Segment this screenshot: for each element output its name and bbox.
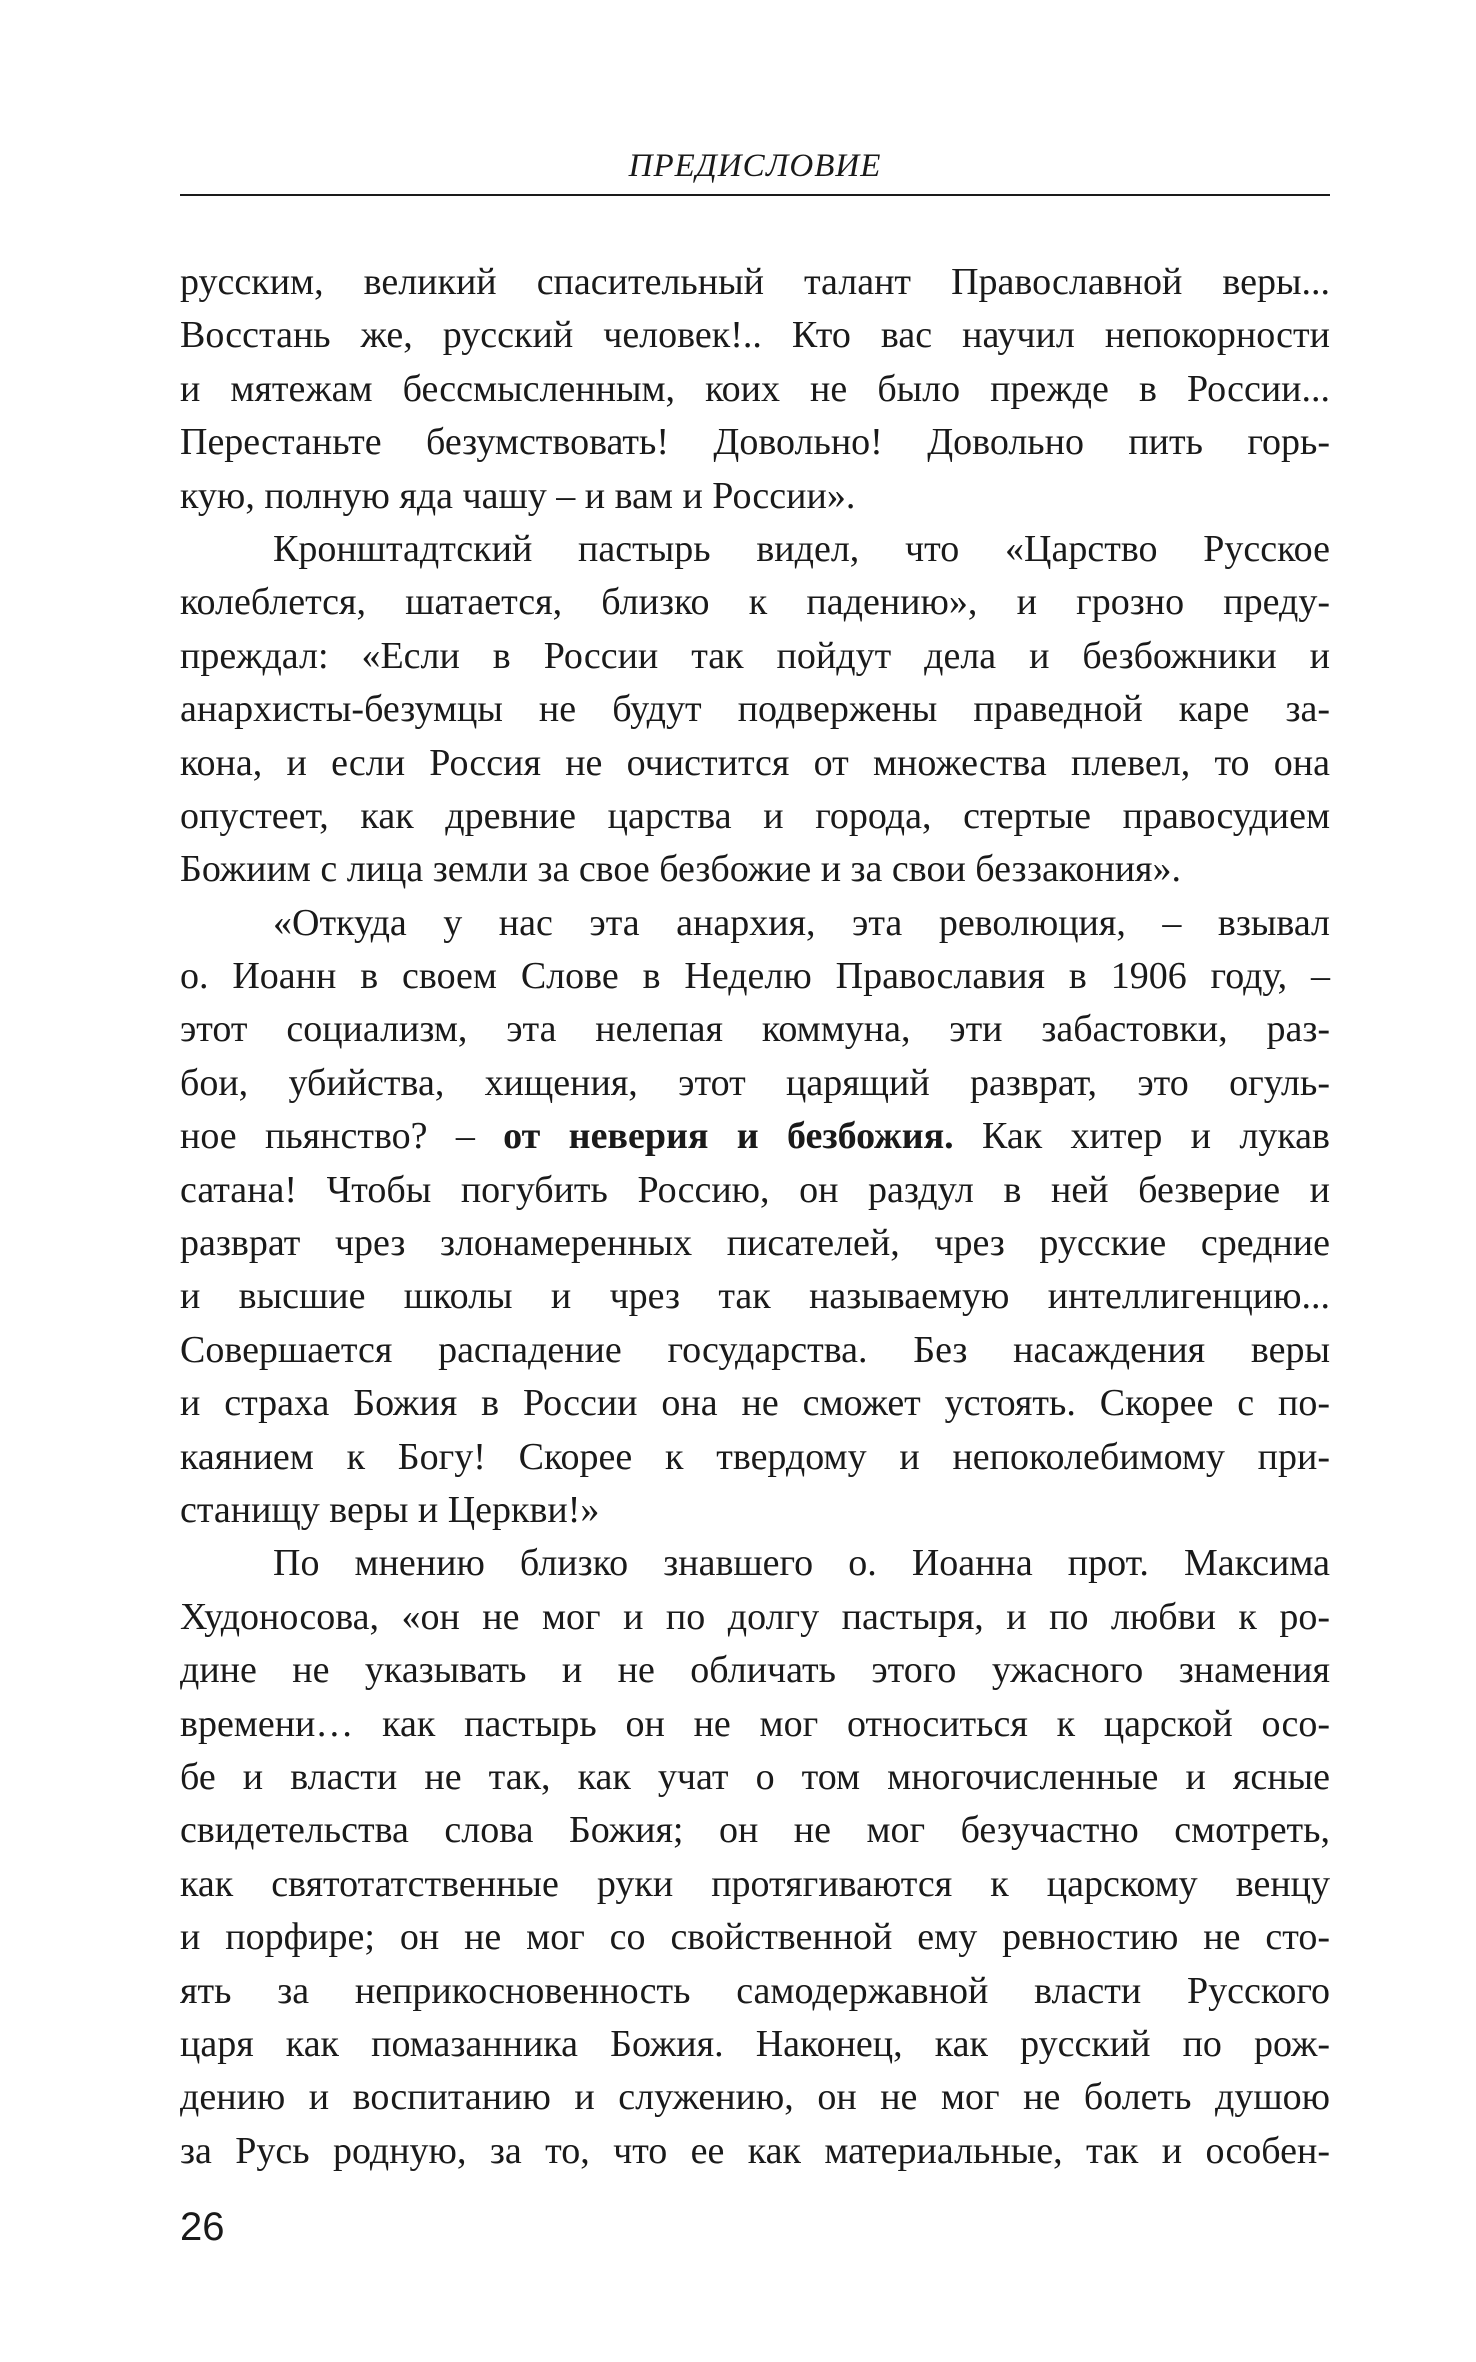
text-line: ять за неприкосновенность самодержавной власти Русского bbox=[180, 1969, 1330, 2012]
text-line: По мнению близко знавшего о. Иоанна прот. Максима bbox=[273, 1542, 1330, 1585]
text-line: времени… как пастырь он не мог относиться к царской осо- bbox=[180, 1702, 1330, 1745]
text-line: преждал: «Если в России так пойдут дела и безбожники и bbox=[180, 634, 1330, 677]
text-line-with-emphasis bbox=[180, 1110, 1330, 1163]
text-line: этот социализм, эта нелепая коммуна, эти забастовки, раз- bbox=[180, 1008, 1330, 1051]
text-line: Перестаньте безумствовать! Довольно! Довольно пить горь- bbox=[180, 421, 1330, 464]
text-line: Худоносова, «он не мог и по долгу пастыря, и по любви к ро- bbox=[180, 1595, 1330, 1638]
text-line: Восстань же, русский человек!.. Кто вас научил непокорности bbox=[180, 314, 1330, 357]
text-line: русским, великий спасительный талант Православной веры... bbox=[180, 261, 1330, 303]
line-text-before: ное пьянство? – bbox=[180, 1115, 504, 1158]
text-line: опустеет, как древние царства и города, стертые правосудием bbox=[180, 794, 1330, 837]
text-line: свидетельства слова Божия; он не мог безучастно смотреть, bbox=[180, 1809, 1330, 1852]
text-line: колеблется, шатается, близко к падению», и грозно преду- bbox=[180, 581, 1330, 624]
text-line: каянием к Богу! Скорее к твердому и непоколебимому при- bbox=[180, 1435, 1330, 1478]
text-line: станищу веры и Церкви!» bbox=[180, 1488, 600, 1531]
text-line: дине не указывать и не обличать этого ужасного знамения bbox=[180, 1649, 1330, 1692]
text-line: и страха Божия в России она не сможет устоять. Скорее с по- bbox=[180, 1382, 1330, 1425]
text-line: Кронштадтский пастырь видел, что «Царство Русское bbox=[273, 527, 1330, 570]
text-line: и порфире; он не мог со свойственной ему ревностию не сто- bbox=[180, 1916, 1330, 1959]
text-line: Божиим с лица земли за свое безбожие и за свои беззакония». bbox=[180, 848, 1182, 891]
text-line: как святотатственные руки протягиваются к царскому венцу bbox=[180, 1862, 1330, 1905]
text-line: разврат чрез злонамеренных писателей, чрез русские средние bbox=[180, 1222, 1330, 1265]
text-line: за Русь родную, за то, что ее как материальные, так и особен- bbox=[180, 2129, 1330, 2172]
text-line: дению и воспитанию и служению, он не мог не болеть душою bbox=[180, 2076, 1330, 2119]
text-line: бои, убийства, хищения, этот царящий разврат, это огуль- bbox=[180, 1061, 1330, 1104]
text-line: анархисты-безумцы не будут подвержены праведной каре за- bbox=[180, 688, 1330, 731]
bold-emphasis: от неверия и безбожия. bbox=[503, 1115, 954, 1158]
text-line: Совершается распадение государства. Без насаждения веры bbox=[180, 1328, 1330, 1371]
text-line: и мятежам бессмысленным, коих не было прежде в России... bbox=[180, 367, 1330, 410]
text-line: «Откуда у нас эта анархия, эта революция, – взывал bbox=[273, 901, 1330, 944]
main-text bbox=[180, 256, 1330, 2178]
text-line: и высшие школы и чрез так называемую интеллигенцию... bbox=[180, 1275, 1330, 1318]
text-line: царя как помазанника Божия. Наконец, как русский по рож- bbox=[180, 2022, 1330, 2065]
page-number: 26 bbox=[180, 2205, 225, 2249]
header-rule bbox=[180, 194, 1330, 196]
text-line: кона, и если Россия не очистится от множества плевел, то она bbox=[180, 741, 1330, 784]
running-header: ПРЕДИСЛОВИЕ bbox=[628, 148, 882, 184]
line-text-after: Как хитер и лукав bbox=[953, 1115, 1330, 1158]
text-line: сатана! Чтобы погубить Россию, он раздул в ней безверие и bbox=[180, 1168, 1330, 1211]
text-line: бе и власти не так, как учат о том многочисленные и ясные bbox=[180, 1755, 1330, 1798]
text-line: кую, полную яда чашу – и вам и России». bbox=[180, 474, 856, 517]
text-line: о. Иоанн в своем Слове в Неделю Православия в 1906 году, – bbox=[180, 955, 1330, 998]
